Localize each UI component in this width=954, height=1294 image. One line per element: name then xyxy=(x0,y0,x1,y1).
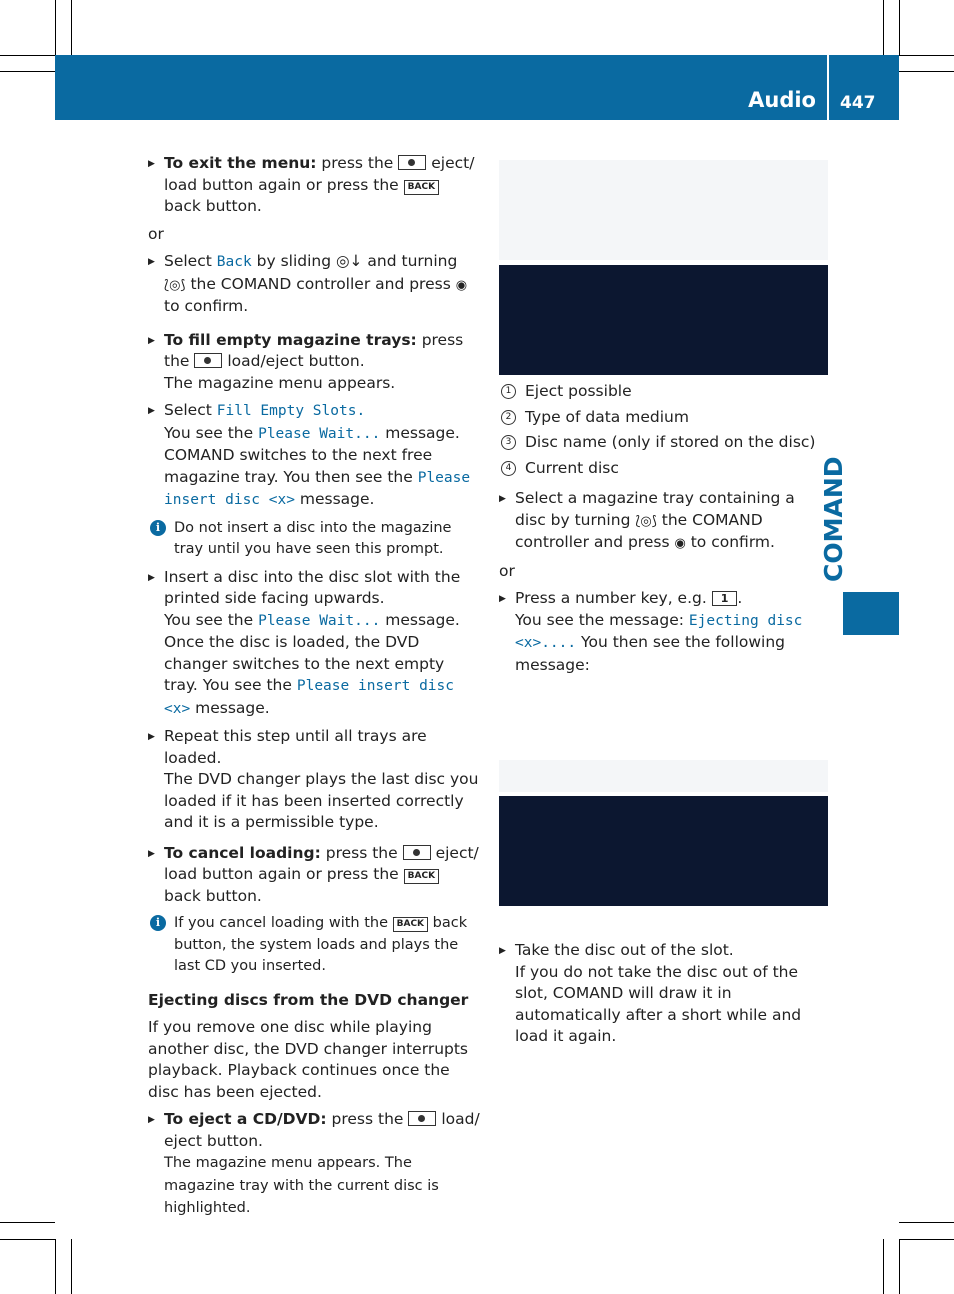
crop-mark xyxy=(71,0,72,55)
or-text: or xyxy=(499,561,515,580)
page-number: 447 xyxy=(840,93,876,113)
crop-mark xyxy=(55,0,56,55)
crop-mark xyxy=(55,1239,56,1294)
paragraph: If you remove one disc while playing another disc, the DVD changer interrupts playback. Playback continues once the disc has been ejected. xyxy=(148,1018,469,1101)
back-key-icon: BACK xyxy=(404,869,439,884)
step-cancel-loading: ▶ To cancel loading: press the eject/ load button again or press the BACK back button. xyxy=(148,843,480,908)
section-heading: Ejecting discs from the DVD changer xyxy=(148,990,469,1009)
step-press-number: ▶ Press a number key, e.g. 1 . You see the message: Ejecting disc <x>.... You then see the following message: xyxy=(499,588,829,676)
crop-mark xyxy=(0,71,55,72)
legend-item: 1 Eject possible xyxy=(499,381,829,403)
eject-button-icon xyxy=(194,353,222,368)
step-eject-disc: ▶ To eject a CD/DVD: press the load/ eject button. The magazine menu appears. The magazine tray with the current disc is highlighted. xyxy=(148,1109,480,1220)
info-note: i If you cancel loading with the BACK back button, the system loads and plays the last CD you inserted. xyxy=(148,913,480,978)
controller-press-icon: ◉ xyxy=(455,277,468,293)
magazine-menu-screen xyxy=(499,265,828,375)
legend-item: 3 Disc name (only if stored on the disc) xyxy=(499,432,829,454)
or-text: or xyxy=(148,224,164,243)
crop-mark xyxy=(899,0,900,55)
number-key-icon: 1 xyxy=(712,591,738,606)
side-tab-label: COMAND xyxy=(819,456,848,582)
crop-mark xyxy=(71,1239,72,1294)
header-divider xyxy=(827,55,829,120)
crop-mark xyxy=(0,55,55,56)
back-key-icon: BACK xyxy=(393,917,428,932)
info-icon: i xyxy=(150,520,166,536)
step-select-fill: ▶ Select Fill Empty Slots. You see the Please Wait... message. COMAND switches to the next free magazine tray. You then see the Please insert disc <x> message. xyxy=(148,400,480,512)
side-tab-block xyxy=(843,592,899,635)
crop-mark xyxy=(883,0,884,55)
crop-mark xyxy=(899,71,954,72)
eject-button-icon xyxy=(398,155,426,170)
step-insert-disc: ▶ Insert a disc into the disc slot with the printed side facing upwards. You see the Please Wait... message. Once the disc is loaded, the DVD changer switches to the next empty tray. You see the Please insert disc <x> message. xyxy=(148,567,480,721)
crop-mark xyxy=(883,1239,884,1294)
step-repeat: ▶ Repeat this step until all trays are loaded. The DVD changer plays the last disc you loaded if it has been inserted correctly and it is a permissible type. xyxy=(148,726,480,834)
crop-mark xyxy=(899,55,954,56)
info-note: i Do not insert a disc into the magazine tray until you have seen this prompt. xyxy=(148,518,480,561)
controller-press-icon: ◉ xyxy=(674,536,686,551)
crop-mark xyxy=(0,1239,55,1240)
crop-mark xyxy=(899,1239,954,1240)
back-key-icon: BACK xyxy=(404,180,439,195)
right-column xyxy=(499,381,829,1048)
step-select-back: ▶ Select Back by sliding ◎↓ and turning ⟅◎⟆ the COMAND controller and press ◉ to confirm. xyxy=(148,251,480,318)
section-title: Audio xyxy=(748,88,816,112)
legend-item: 4 Current disc xyxy=(499,458,829,480)
info-icon: i xyxy=(150,915,166,931)
left-column xyxy=(148,153,480,1220)
step-take-disc: ▶ Take the disc out of the slot. If you do not take the disc out of the slot, COMAND will draw it in automatically after a short while and load it again. xyxy=(499,940,829,1048)
legend-item: 2 Type of data medium xyxy=(499,407,829,429)
crop-mark xyxy=(899,1222,954,1223)
controller-turn-icon: ⟅◎⟆ xyxy=(164,277,186,293)
controller-turn-icon: ⟅◎⟆ xyxy=(635,513,657,529)
screen-image-caption-area xyxy=(499,160,828,260)
crop-mark xyxy=(899,1239,900,1294)
eject-button-icon xyxy=(403,845,431,860)
step-exit-menu: ▶ To exit the menu: press the eject/ load button again or press the BACK back button. xyxy=(148,153,480,218)
step-fill-trays: ▶ To fill empty magazine trays: press the load/eject button. The magazine menu appears. xyxy=(148,330,480,395)
crop-mark xyxy=(0,1222,55,1223)
step-select-tray: ▶ Select a magazine tray containing a disc by turning ⟅◎⟆ the COMAND controller and press ◉ to confirm. xyxy=(499,488,829,555)
eject-button-icon xyxy=(408,1111,436,1126)
